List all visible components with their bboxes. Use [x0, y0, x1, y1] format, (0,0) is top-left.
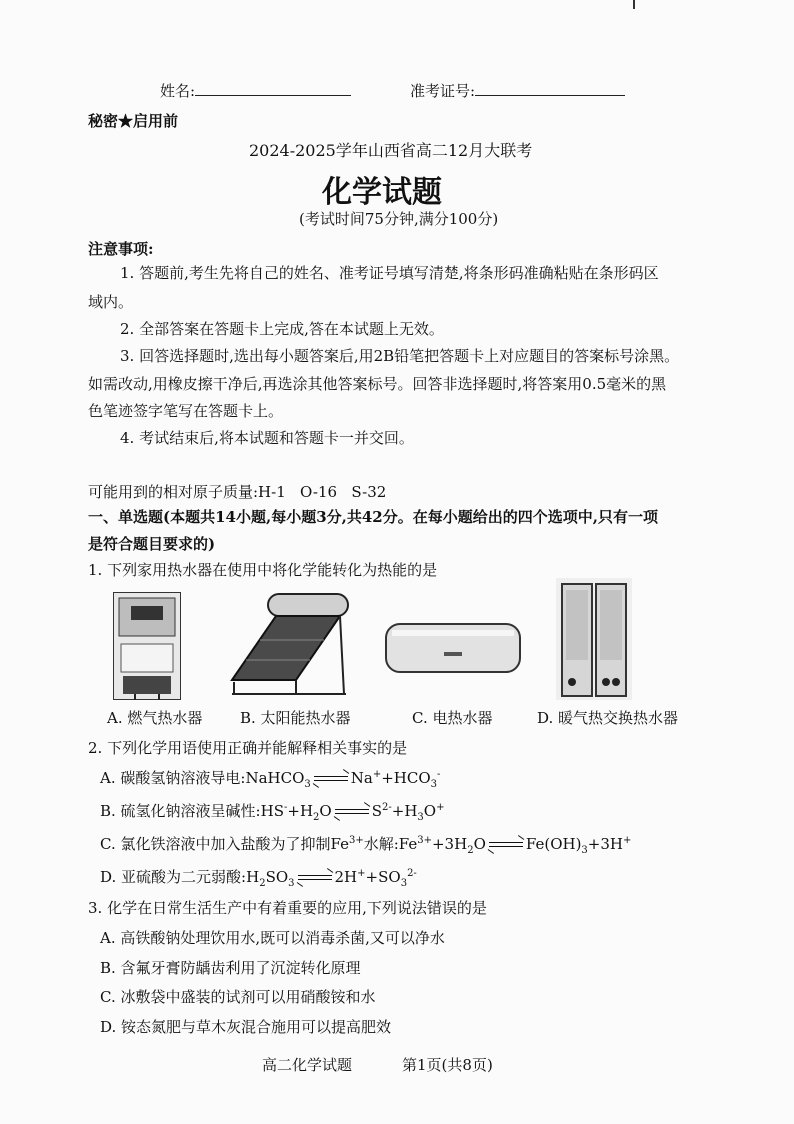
id-blank[interactable] — [475, 81, 625, 96]
note-4: 4. 考试结束后,将本试题和答题卡一并交回。 — [120, 429, 414, 447]
exchange-heater-image — [556, 578, 632, 700]
q2-option-d[interactable]: D. 亚硫酸为二元弱酸$:H_2SO_3$ $2H^++SO_3^{2-}$ — [100, 868, 417, 889]
q1-option-b[interactable]: B. 太阳能热水器 — [240, 709, 351, 727]
note-3c: 色笔迹签字笔写在答题卡上。 — [88, 402, 284, 420]
q3-stem: 3. 化学在日常生活生产中有着重要的应用,下列说法错误的是 — [88, 899, 487, 917]
note-2: 2. 全部答案在答题卡上完成,答在本试题上无效。 — [120, 320, 444, 338]
name-field — [160, 80, 351, 101]
atomic-mass: 可能用到的相对原子质量:H-1 O-16 S-32 — [88, 483, 387, 501]
equilibrium-arrow-icon — [298, 874, 332, 882]
id-label: 准考证号: — [410, 82, 476, 100]
note-3b: 如需改动,用橡皮擦干净后,再选涂其他答案标号。回答非选择题时,将答案用0.5毫米的黑 — [88, 375, 667, 393]
note-1b: 域内。 — [88, 293, 134, 311]
q1-stem: 1. 下列家用热水器在使用中将化学能转化为热能的是 — [88, 561, 438, 579]
footer-subject: 高二化学试题 — [262, 1056, 353, 1074]
footer-page: 第1页(共8页) — [402, 1056, 493, 1074]
q1-option-c[interactable]: C. 电热水器 — [412, 709, 493, 727]
name-blank[interactable] — [195, 81, 351, 96]
note-3a: 3. 回答选择题时,选出每小题答案后,用2B铅笔把答题卡上对应题目的答案标号涂黑。 — [120, 347, 680, 365]
electric-heater-image — [384, 622, 522, 674]
equilibrium-arrow-icon — [314, 775, 348, 783]
q1-option-a[interactable]: A. 燃气热水器 — [107, 709, 203, 727]
q3-option-c[interactable]: C. 冰敷袋中盛装的试剂可以用硝酸铵和水 — [100, 988, 376, 1006]
notes-heading: 注意事项: — [88, 240, 154, 258]
equilibrium-arrow-icon — [335, 808, 369, 816]
exam-title: 2024-2025学年山西省高二12月大联考 — [249, 141, 533, 160]
section1-line2: 是符合题目要求的) — [88, 535, 216, 553]
note-1a: 1. 答题前,考生先将自己的姓名、准考证号填写清楚,将条形码准确粘贴在条形码区 — [120, 264, 659, 282]
time-note: (考试时间75分钟,满分100分) — [299, 210, 499, 228]
scan-mark — [633, 0, 635, 9]
section1-line1: 一、单选题(本题共14小题,每小题3分,共42分。在每小题给出的四个选项中,只有一项 — [88, 508, 658, 526]
q2-stem: 2. 下列化学用语使用正确并能解释相关事实的是 — [88, 739, 408, 757]
id-field — [410, 80, 625, 101]
gas-heater-image — [113, 592, 181, 700]
q3-option-b[interactable]: B. 含氟牙膏防龋齿利用了沉淀转化原理 — [100, 959, 361, 977]
q1-option-d[interactable]: D. 暖气热交换热水器 — [537, 709, 679, 727]
subject-title: 化学试题 — [322, 175, 442, 210]
name-label: 姓名: — [160, 82, 196, 100]
q3-option-a[interactable]: A. 高铁酸钠处理饮用水,既可以消毒杀菌,又可以净水 — [100, 929, 445, 947]
equilibrium-arrow-icon — [489, 841, 523, 849]
q2-option-c[interactable]: C. 氯化铁溶液中加入盐酸为了抑制$Fe^{3+}$水解$:Fe^{3+}+3H_2O$ $Fe(OH)_3+3H^+$ — [100, 835, 632, 856]
q3-option-d[interactable]: D. 铵态氮肥与草木灰混合施用可以提高肥效 — [100, 1018, 392, 1036]
q2-option-a[interactable]: A. 碳酸氢钠溶液导电:NaHCO$_3$ $Na^++HCO_3^-$ — [100, 769, 441, 790]
solar-heater-image — [226, 590, 350, 696]
q2-option-b[interactable]: B. 硫氢化钠溶液呈碱性$:HS^-+H_2O$ $S^{2-}+H_3O^+$ — [100, 802, 445, 823]
secret-mark: 秘密★启用前 — [88, 112, 179, 130]
